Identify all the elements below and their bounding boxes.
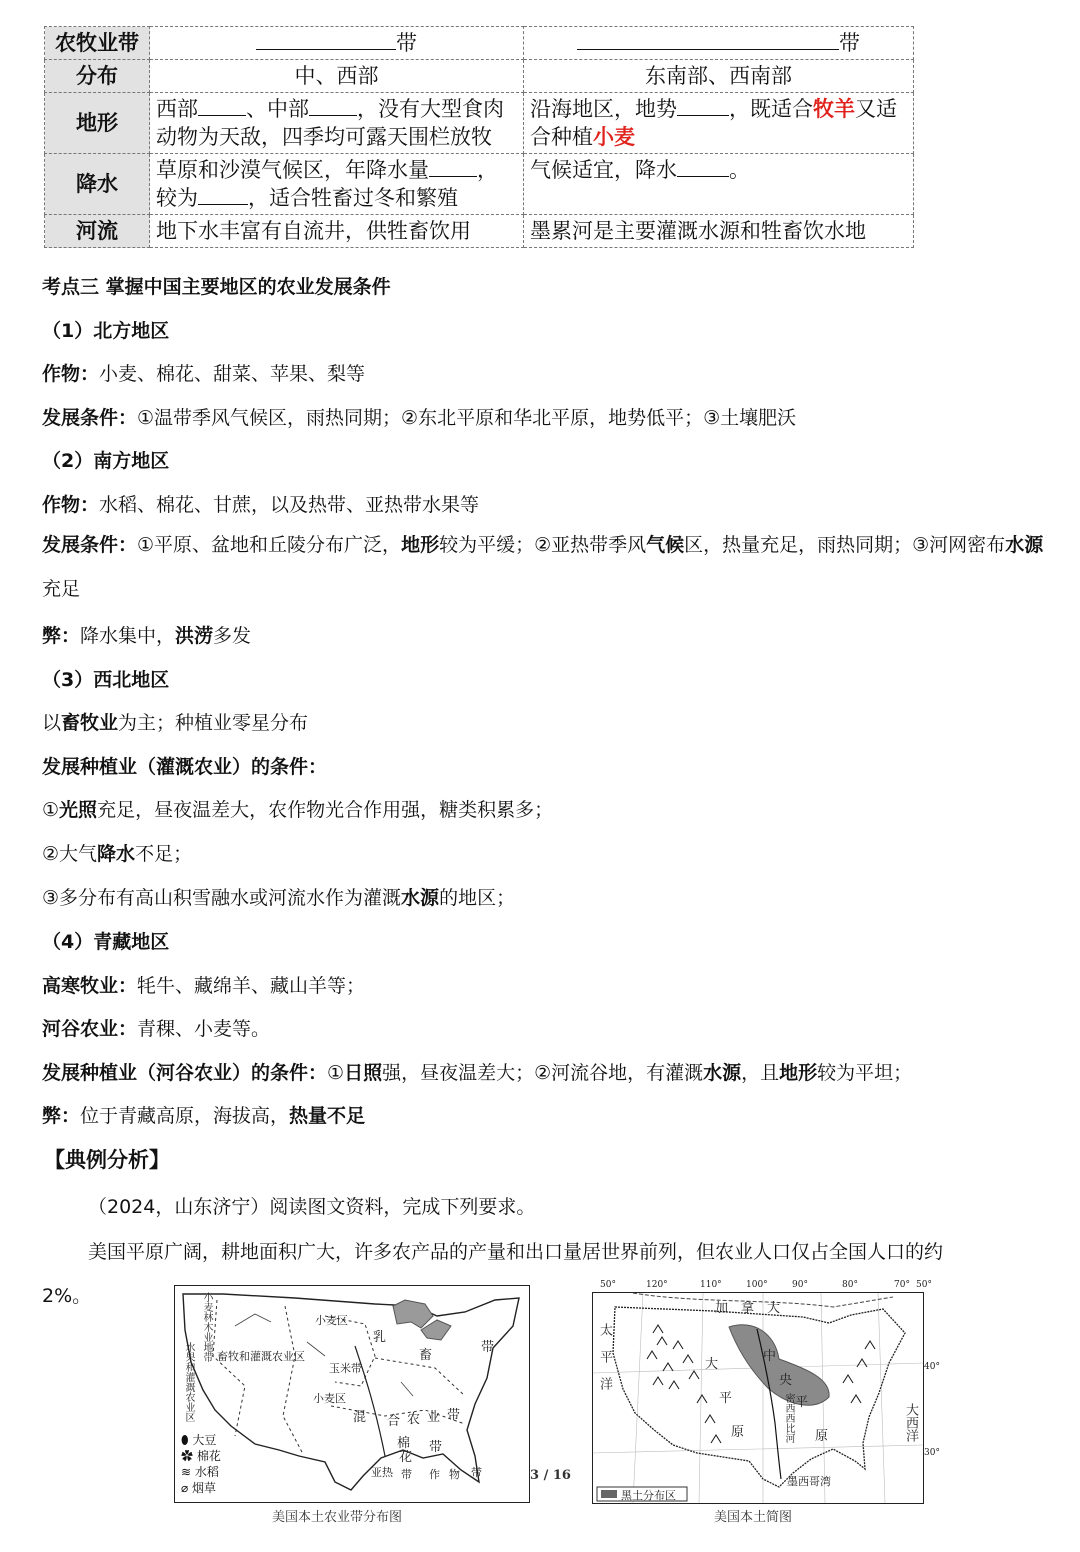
map2-label: 原 — [731, 1425, 745, 1440]
qz-herding: 高寒牧业：牦牛、藏绵羊、藏山羊等； — [42, 975, 366, 997]
longitude-ticks: 50° 120° 110° 100° 90° 80° 70° 50° — [600, 1280, 932, 1290]
subsection-north: （1）北方地区 — [42, 320, 170, 342]
subsection-qingzang: （4）青藏地区 — [42, 931, 170, 953]
row-head: 分布 — [45, 60, 150, 93]
map2-label: 太平洋 — [597, 1323, 612, 1404]
map2-label: 央 — [779, 1373, 793, 1388]
map2-label: 墨西哥湾 — [787, 1475, 831, 1488]
blank-line[interactable] — [429, 156, 477, 177]
map1-label: 小麦区 — [313, 1392, 346, 1405]
map1-label: 带 — [429, 1440, 443, 1455]
latitude-tick: 30° — [924, 1448, 940, 1458]
map2-label: 大西洋 — [903, 1403, 918, 1442]
table-cell: 东南部、西南部 — [524, 60, 914, 93]
table-row — [45, 154, 914, 215]
legend-item: ⌀ 烟草 — [181, 1481, 217, 1495]
south-conditions: 发展条件：①平原、盆地和丘陵分布广泛，地形较为平缓；②亚热带季风气候区，热量充足，雨热同期；③河网密布水源充足 — [42, 534, 1044, 600]
legend-item: ⬮ 大豆 — [181, 1433, 217, 1447]
map1-label: 带 — [401, 1468, 412, 1481]
map1-label: 玉米带 — [329, 1362, 362, 1375]
example-title: 【典例分析】 — [44, 1148, 170, 1172]
south-crops: 作物：水稻、棉花、甘蔗，以及热带、亚热带水果等 — [42, 494, 480, 516]
qz-conditions: 发展种植业（河谷农业）的条件：①日照强，昼夜温差大；②河流谷地，有灌溉水源，且地形较为平坦； — [42, 1062, 913, 1084]
map1-label: 亚热 — [371, 1466, 393, 1479]
map1-label: 业 — [427, 1410, 441, 1425]
us-map-svg — [593, 1293, 923, 1503]
subsection-northwest: （3）西北地区 — [42, 669, 170, 691]
row-head: 农牧业带 — [45, 27, 150, 60]
qz-valley: 河谷农业：青稞、小麦等。 — [42, 1018, 271, 1040]
map1-label: 乳 — [373, 1330, 387, 1345]
map1-label: 小麦林木业地带 — [201, 1292, 212, 1362]
map1-label: 农 — [407, 1412, 421, 1427]
map2-label: 中 — [763, 1349, 777, 1364]
map2-caption: 美国本土简图 — [714, 1510, 793, 1525]
map2-label: 平 — [719, 1391, 733, 1406]
table-cell: 草原和沙漠气候区，年降水量 ，较为 ，适合牲畜过冬和繁殖 — [150, 154, 524, 215]
legend-item: ≋ 水稻 — [181, 1465, 219, 1479]
blank-line[interactable] — [309, 95, 357, 116]
table-cell: 地下水丰富有自流井，供牲畜饮用 — [150, 215, 524, 248]
table-cell: 中、西部 — [150, 60, 524, 93]
map1-label: 物 — [449, 1468, 460, 1481]
comparison-table — [44, 26, 914, 248]
map1-caption: 美国本土农业带分布图 — [272, 1510, 403, 1525]
south-drawback: 弊：降水集中，洪涝多发 — [42, 625, 252, 647]
blank-line[interactable] — [198, 184, 248, 205]
latitude-tick: 40° — [924, 1362, 940, 1372]
map1-label: 混 — [353, 1410, 367, 1425]
map1-label: 畜 — [419, 1348, 433, 1363]
map1-label: 带 — [481, 1340, 495, 1355]
nw-conditions-title: 发展种植业（灌溉农业）的条件： — [42, 756, 328, 778]
map1-label: 小麦区 — [315, 1314, 348, 1327]
map1-label: 花 — [399, 1450, 413, 1465]
example-text-2: 2%。 — [42, 1285, 92, 1307]
qz-drawback: 弊：位于青藏高原，海拔高，热量不足 — [42, 1105, 366, 1127]
table-row — [45, 215, 914, 248]
nw-condition-3: ③多分布有高山积雪融水或河流水作为灌溉水源的地区； — [42, 887, 516, 909]
nw-condition-1: ①光照充足，昼夜温差大，农作物光合作用强，糖类积累多； — [42, 799, 554, 821]
table-cell: 带 — [524, 27, 914, 60]
us-simple-map — [592, 1292, 924, 1504]
row-head: 降水 — [45, 154, 150, 215]
table-row — [45, 27, 914, 60]
blank-line[interactable] — [577, 29, 839, 50]
map1-label: 水果和灌溉农业区 — [183, 1342, 194, 1422]
north-crops: 作物：小麦、棉花、甜菜、苹果、梨等 — [42, 363, 366, 385]
subsection-south: （2）南方地区 — [42, 450, 170, 472]
row-head: 地形 — [45, 93, 150, 154]
table-cell: 沿海地区，地势 ，既适合牧羊又适合种植小麦 — [524, 93, 914, 154]
map1-label: 作 — [429, 1468, 440, 1481]
blank-line[interactable] — [677, 95, 729, 116]
map2-label: 密西西比河 — [783, 1393, 794, 1443]
nw-condition-2: ②大气降水不足； — [42, 843, 193, 865]
nw-main: 以畜牧业为主；种植业零星分布 — [42, 712, 309, 734]
table-cell: 带 — [150, 27, 524, 60]
map1-label: 畜牧和灌溉农业区 — [217, 1350, 305, 1363]
table-cell: 气候适宜，降水 。 — [524, 154, 914, 215]
legend-item: ✿ 棉花 — [181, 1449, 221, 1463]
map1-label: 棉 — [397, 1436, 411, 1451]
table-row — [45, 60, 914, 93]
table-cell: 西部 、中部 ，没有大型食肉动物为天敌，四季均可露天围栏放牧 — [150, 93, 524, 154]
blank-line[interactable] — [677, 156, 729, 177]
map2-label: 大 — [705, 1357, 719, 1372]
map2-label: 加 拿 大 — [715, 1301, 781, 1316]
map2-legend: 黑土分布区 — [621, 1489, 676, 1502]
map2-label: 平 — [795, 1395, 809, 1410]
north-conditions: 发展条件：①温带季风气候区，雨热同期；②东北平原和华北平原，地势低平；③土壤肥沃 — [42, 407, 797, 429]
section-title: 考点三 掌握中国主要地区的农业发展条件 — [42, 276, 391, 298]
blank-line[interactable] — [256, 29, 396, 50]
us-agriculture-map — [174, 1285, 530, 1503]
page-number: 3 / 16 — [530, 1468, 571, 1483]
example-text-1: 美国平原广阔，耕地面积广大，许多农产品的产量和出口量居世界前列，但农业人口仅占全国人口的约 — [88, 1241, 944, 1263]
example-source: （2024，山东济宁）阅读图文资料，完成下列要求。 — [88, 1196, 536, 1218]
map2-label: 原 — [815, 1429, 829, 1444]
map1-label: 合 — [387, 1414, 401, 1429]
map1-label: 带 — [471, 1466, 482, 1479]
map1-label: 带 — [447, 1408, 461, 1423]
table-row — [45, 93, 914, 154]
table-cell: 墨累河是主要灌溉水源和牲畜饮水地 — [524, 215, 914, 248]
row-head: 河流 — [45, 215, 150, 248]
map1-legend — [181, 1432, 221, 1496]
blank-line[interactable] — [198, 95, 246, 116]
